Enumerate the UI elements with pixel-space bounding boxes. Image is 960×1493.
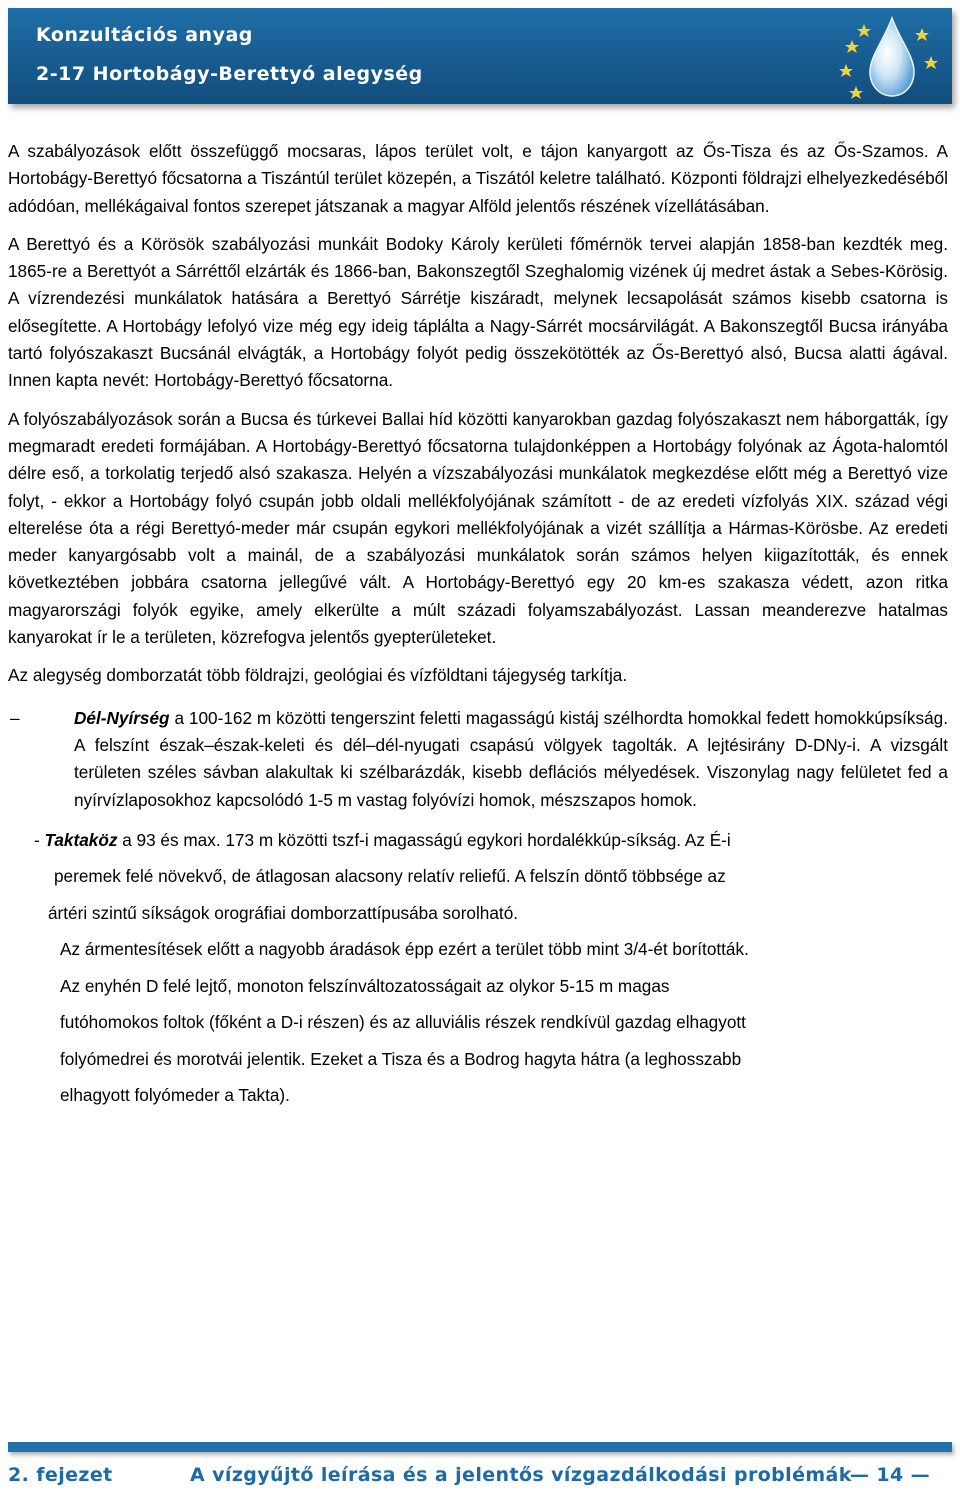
paragraph-2: A Berettyó és a Körösök szabályozási munkáit Bodoky Károly kerületi főmérnök tervei alapján 1858-ban kezdték meg. 1865-re a Berettyót a Sárréttől elzárták és 1866-ban, Bakonszegtől Szeghalomig vizének új medret ástak a Sebes-Körösig. A vízrendezési munkálatok hatására a Berettyó Sárrétje kiszáradt, melynek lecsapolását számos kisebb csatorna is elősegítette. A Hortobágy lefolyó vize még egy ideig táplálta a Nagy-Sárrét mocsárvilágát. A Bakonszegtől Bucsa irányába tartó folyószakaszt Bucsánál elvágták, a Hortobágy folyót pedig összekötötték az Ős-Berettyó alsó, Bucsa alatti ágával. Innen kapta nevét: Hortobágy-Berettyó főcsatorna. <box>8 233 948 391</box>
bullet-text: a 100-162 m közötti tengerszint feletti magasságú kistáj szélhordta homokkal fedett homokkúpsíkság. A felszínt észak–észak-keleti és dél–dél-nyugati csapású völgyek tagolták. A lejtésirány D-DNy-i. A vizsgált területen széles sávban alakultak ki szélbarázdák, kisebb deflációs mélyedések. Viszonylag nagy felületet fed a nyírvízlaposokhoz kapcsolódó 1-5 m vastag folyóvízi homok, mészszapos homok. <box>74 707 948 810</box>
footer-rule <box>8 1442 952 1452</box>
paragraph-4: Az alegység domborzatát több földrajzi, geológiai és vízföldtani tájegység tarkítja. <box>8 665 628 686</box>
water-drop-logo-icon <box>834 12 944 104</box>
paragraph-1: A szabályozások előtt összefüggő mocsaras, lápos terület volt, e tájon kanyargott az Ős-Tisza és az Ős-Szamos. A Hortobágy-Berettyó főcsatorna a Tiszántúl terület közepén, a Tiszától keletre található. Központi földrajzi elhelyezkedéséből adódóan, mellékágaival fontos szerepet játszanak a magyar Alföld jelentős részének vízellátásában. <box>8 141 948 216</box>
footer-title: A vízgyűjtő leírása és a jelentős vízgazdálkodási problémák <box>190 1464 852 1486</box>
bullet-term: Dél-Nyírség <box>74 707 170 728</box>
bullet-del-nyirseg <box>8 705 948 814</box>
header-subtitle: 2-17 Hortobágy-Berettyó alegység <box>36 63 423 85</box>
bullet-line: folyómedrei és morotvái jelentik. Ezeket a Tisza és a Bodrog hagyta hátra (a leghosszabb <box>60 1048 742 1069</box>
bullet-line: a 93 és max. 173 m közötti tszf-i magasságú egykori hordalékkúp-síkság. Az É-i <box>117 829 731 850</box>
bullet-line: futóhomokos foltok (főként a D-i részen) és az alluviális részek rendkívül gazdag elhagyott <box>60 1012 746 1033</box>
bullet-line: peremek felé növekvő, de átlagosan alacsony relatív reliefű. A felszín döntő többsége az <box>54 866 726 887</box>
bullet-term: Taktaköz <box>44 829 118 850</box>
bullet-line: elhagyott folyómeder a Takta). <box>60 1085 290 1106</box>
footer-chapter: 2. fejezet <box>8 1464 113 1486</box>
document-body <box>8 138 948 1114</box>
bullet-dash: – <box>10 707 20 728</box>
bullet-line: Az enyhén D felé lejtő, monoton felszínváltozatosságait az olykor 5-15 m magas <box>60 975 670 996</box>
header-title: Konzultációs anyag <box>36 24 253 46</box>
bullet-line: ártéri szintű síkságok orográfiai domborzattípusába sorolható. <box>48 902 519 923</box>
paragraph-3: A folyószabályozások során a Bucsa és túrkevei Ballai híd közötti kanyarokban gazdag folyószakaszt nem háborgatták, így megmaradt eredeti formájában. A Hortobágy-Berettyó főcsatorna tulajdonképpen a Hortobágy folyónak az Ágota-halomtól délre eső, a torkolatig terjedő alsó szakasza. Helyén a vízszabályozási munkálatok megkezdése előtt még a Berettyó vize folyt, - ekkor a Hortobágy folyó csupán jobb oldali mellékfolyójának számított - de az eredeti vízfolyás XIX. század végi elterelése óta a régi Berettyó-meder már csupán egykori mellékfolyójának a vizét szállítja a Hármas-Körösbe. Az eredeti meder kanyargósabb volt a mainál, de a szabályozási munkálatok során számos helyen kiigazították, és ennek következtében jobbára csatorna jellegűvé vált. A Hortobágy-Berettyó egy 20 km-es szakasza védett, azon ritka magyarországi folyók egyike, amely elkerülte a múlt századi folyamszabályozást. Lassan meanderezve hatalmas kanyarokat ír le a területen, közrefogva jelentős gyepterületeket. <box>8 408 948 648</box>
bullet-line: Az ármentesítések előtt a nagyobb áradások épp ezért a terület több mint 3/4-ét borították. <box>60 939 749 960</box>
bullet-taktakoz <box>8 822 948 1114</box>
bullet-dash: - <box>34 829 45 850</box>
page-header <box>8 8 952 104</box>
footer-page-number: — 14 — <box>849 1464 930 1486</box>
